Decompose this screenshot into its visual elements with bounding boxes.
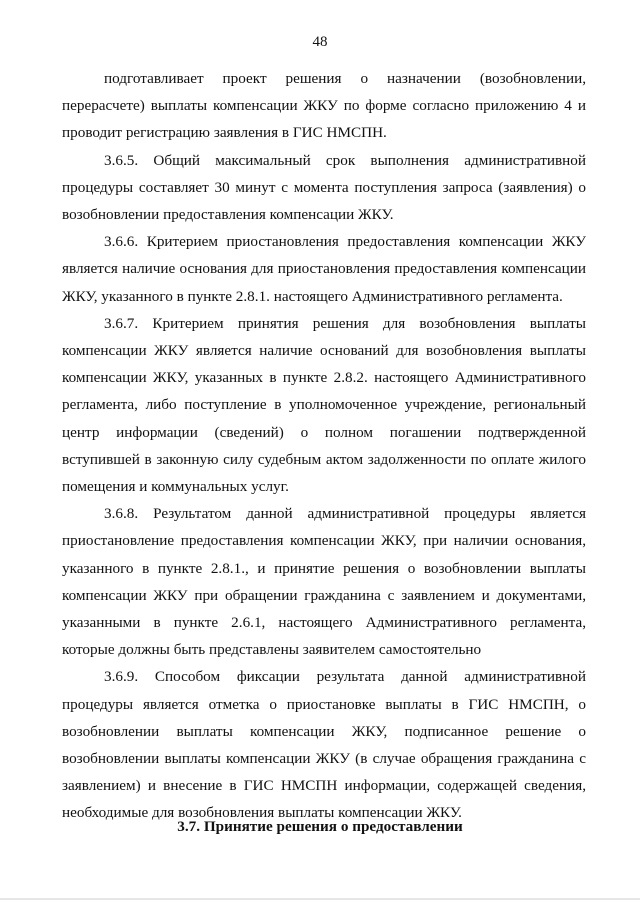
paragraph-continuation: подготавливает проект решения о назначении (возобновлении, перерасчете) выплаты компенсации ЖКУ по форме согласно приложению 4 и проводит регистрацию заявления в ГИС НМСПН. bbox=[62, 70, 586, 142]
paragraph-3-6-7: 3.6.7. Критерием принятия решения для возобновления выплаты компенсации ЖКУ является наличие оснований для возобновления выплаты компенсации ЖКУ, указанных в пункте 2.8.2. настоящего Административного регламента, либо поступление в уполномоченное учреждение, региональный центр информации (сведений) о полном погашении подтвержденной вступившей в законную силу судебным актом задолженности по оплате жилого помещения и коммунальных услуг. bbox=[62, 314, 586, 496]
document-body bbox=[62, 65, 586, 827]
page-number: 48 bbox=[312, 34, 328, 50]
paragraph-3-6-6: 3.6.6. Критерием приостановления предоставления компенсации ЖКУ является наличие основания для приостановления предоставления компенсации ЖКУ, указанного в пункте 2.8.1. настоящего Административного регламента. bbox=[62, 233, 586, 305]
paragraph-3-6-8: 3.6.8. Результатом данной административной процедуры является приостановление предоставления компенсации ЖКУ, при наличии основания, указанного в пункте 2.8.1., и принятие решения о возобновлении выплаты компенсации ЖКУ при обращении гражданина с заявлением и документами, указанными в пункте 2.6.1, настоящего Административного регламента, которые должны быть представлены заявителем самостоятельно bbox=[62, 505, 586, 659]
section-heading: 3.7. Принятие решения о предоставлении bbox=[177, 818, 463, 835]
paragraph-3-6-5: 3.6.5. Общий максимальный срок выполнения административной процедуры составляет 30 минут с момента поступления запроса (заявления) о возобновлении предоставления компенсации ЖКУ. bbox=[62, 151, 586, 224]
paragraph-3-6-9: 3.6.9. Способом фиксации результата данной административной процедуры является отметка о приостановке выплаты в ГИС НМСПН, о возобновлении выплаты компенсации ЖКУ, подписанное решение о возобновлении выплаты компенсации ЖКУ (в случае обращения гражданина с заявлением) и внесение в ГИС НМСПН информации, содержащей сведения, необходимые для возобновления выплаты компенсации ЖКУ. bbox=[62, 668, 586, 822]
page-bottom-edge bbox=[0, 898, 640, 900]
